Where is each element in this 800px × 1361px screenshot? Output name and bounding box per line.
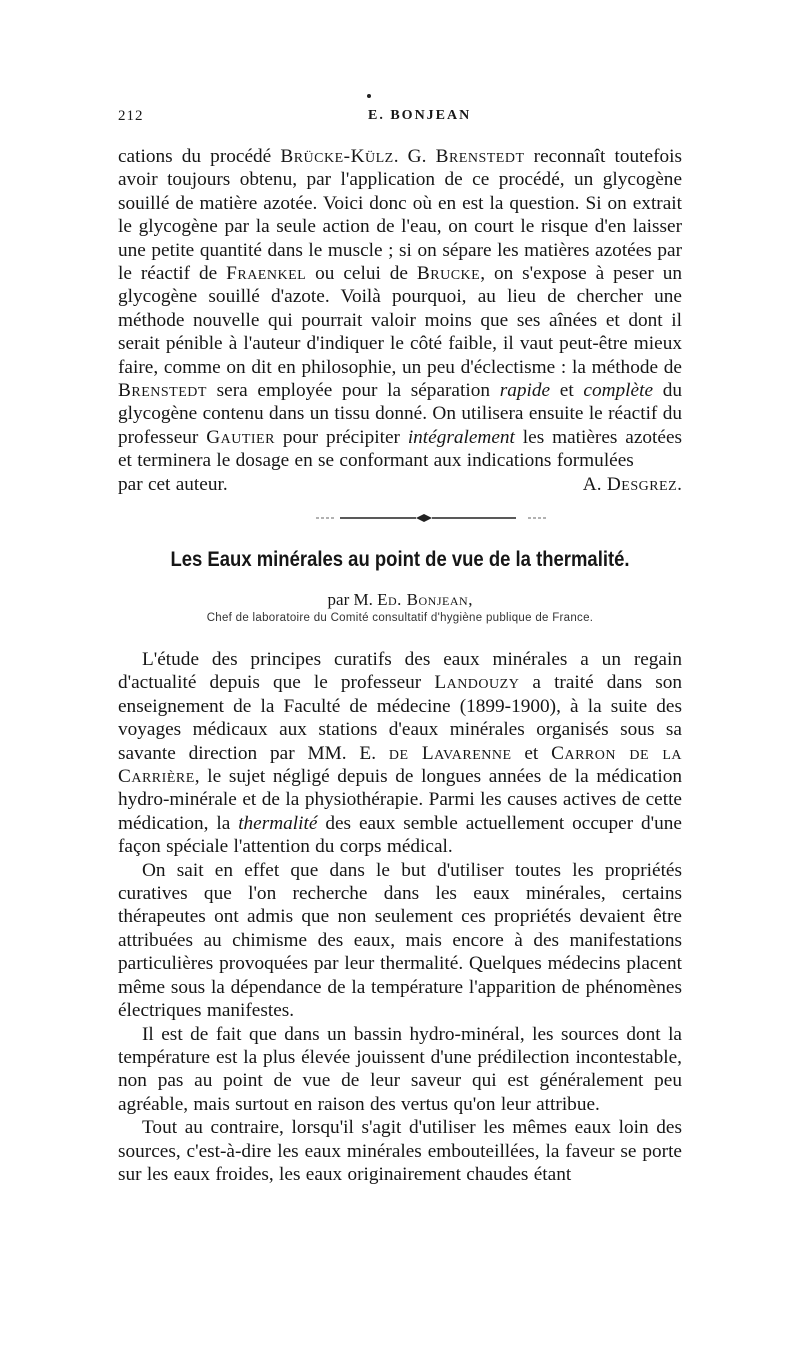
emphasis: intégralement	[407, 426, 515, 448]
body-paragraph: L'étude des principes curatifs des eaux minérales a un regain d'actualité depuis que le professeur Landouzy a traité dans son enseignement de la Faculté de médecine (1899-1900), à la suite des voyages médicaux aux stations d'eaux minérales organisés sous sa savante direction par MM. E. de Lavarenne et Carron de la Carrière, le sujet négligé depuis de longues années de la médication hydro-minérale et de la physiothérapie. Parmi les causes actives de cette médication, la thermalité des eaux semble actuellement occuper d'une façon spéciale l'attention du corps médical.	[118, 649, 682, 858]
running-head	[118, 108, 682, 130]
cited-name: Brucke	[416, 263, 481, 285]
cited-name: Gautier	[206, 426, 275, 448]
header-dot	[367, 94, 371, 98]
previous-article-text	[118, 145, 682, 496]
section-divider-ornament	[316, 511, 548, 525]
author-affiliation: Chef de laboratoire du Comité consultatif d'hygiène publique de France.	[206, 612, 594, 624]
cited-name: Landouzy	[434, 672, 520, 694]
cited-name: Carron de la Carrière	[118, 742, 682, 788]
signature-line	[118, 473, 682, 496]
running-head-author: E. BONJEAN	[368, 108, 472, 123]
emphasis: thermalité	[238, 812, 318, 834]
cited-name: de Lavarenne	[388, 742, 512, 764]
cited-name: Brücke-Külz	[280, 146, 394, 167]
emphasis: rapide	[499, 380, 551, 402]
article-byline: par M. Ed. Bonjean,	[327, 590, 473, 609]
author-signature: A. Desgrez.	[582, 473, 682, 495]
cited-name: Brenstedt	[435, 146, 525, 167]
closing-text: par cet auteur.	[118, 473, 228, 495]
body-paragraph: Il est de fait que dans un bassin hydro-minéral, les sources dont la température est la plus élevée jouissent d'une prédilection incontestable, non pas au point de vue de leur saveur qui est généralement peu agréable, mais surtout en raison des vertus qu'on leur attribue.	[118, 1023, 682, 1115]
article-body	[118, 648, 682, 1186]
body-paragraph: Tout au contraire, lorsqu'il s'agit d'utiliser les mêmes eaux loin des sources, c'est-à-dire les eaux minérales embouteillées, la faveur se porte sur les eaux froides, les eaux originairement chaudes étant	[118, 1117, 682, 1185]
article-title: Les Eaux minérales au point de vue de la thermalité.	[170, 548, 630, 571]
page-number: 212	[118, 108, 144, 124]
cited-name: Fraenkel	[226, 263, 307, 285]
cited-name: Brenstedt	[118, 380, 207, 402]
emphasis: complète	[583, 380, 653, 402]
body-paragraph: On sait en effet que dans le but d'utiliser toutes les propriétés curatives que l'on recherche dans les eaux minérales, certains thérapeutes ont admis que non seulement ces propriétés devaient être attribuées au chimisme des eaux, mais encore à des manifestations particulières provoquées par leur thermalité. Quelques médecins placent même sous la dépendance de la température l'apparition de phénomènes électriques manifestes.	[118, 859, 682, 1022]
author-name: Ed. Bonjean	[377, 590, 469, 609]
previous-article-paragraph: cations du procédé Brücke-Külz. G. Brenstedt reconnaît toutefois avoir toujours obtenu, par l'application de ce procédé, un glycogène souillé de matière azotée. Voici donc où en est la question. Si on extrait le glycogène par la seule action de l'eau, on court le risque d'en laisser une petite quantité dans le muscle ; si on sépare les matières azotées par le réactif de Fraenkel ou celui de Brucke, on s'expose à peser un glycogène souillé d'azote. Voilà pourquoi, au lieu de chercher une méthode nouvelle qui pourrait valoir moins que ses aînées et dont il serait pénible à l'auteur d'indiquer le côté faible, il vaut peut-être mieux faire, comme on dit en philosophie, un peu d'éclectisme : la méthode de Brenstedt sera employée pour la séparation rapide et complète du glycogène contenu dans un tissu donné. On utilisera ensuite le réactif du professeur Gautier pour précipiter intégralement les matières azotées et terminera le dosage en se conformant aux indications formulées	[118, 146, 683, 472]
